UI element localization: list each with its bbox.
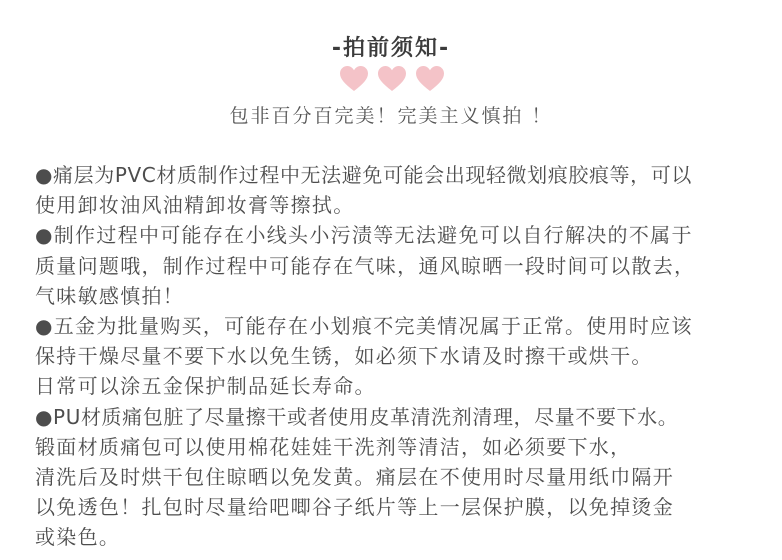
note-line: 使用卸妆油风油精卸妆膏等擦拭。 [35, 193, 355, 218]
note-line: ●制作过程中可能存在小线头小污渍等无法避免可以自行解决的不属于 [35, 223, 693, 248]
note-line: ●痛层为PVC材质制作过程中无法避免可能会出现轻微划痕胶痕等，可以 [35, 163, 692, 187]
note-line: 气味敏感慎拍！ [35, 283, 185, 308]
heart-icon [378, 66, 406, 92]
page-title: -拍前须知- [331, 36, 451, 61]
hearts-decoration [340, 66, 444, 94]
heart-icon [340, 66, 368, 92]
note-line: 以免透色！扎包时尽量给吧唧谷子纸片等上一层保护膜，以免掉烫金 [35, 495, 674, 520]
note-line: ●PU材质痛包脏了尽量擦干或者使用皮革清洗剂清理，尽量不要下水。 [35, 404, 679, 429]
note-line: 或染色。 [35, 525, 121, 550]
note-line: ●五金为批量购买，可能存在小划痕不完美情况属于正常。使用时应该 [35, 313, 693, 338]
note-line: 质量问题哦，制作过程中可能存在气味，通风晾晒一段时间可以散去， [35, 253, 696, 278]
note-line: 保持干燥尽量不要下水以免生锈，如必须下水请及时擦干或烘干。 [35, 344, 653, 369]
heart-icon [416, 66, 444, 92]
note-line: 日常可以涂五金保护制品延长寿命。 [35, 374, 376, 399]
note-line: 锻面材质痛包可以使用棉花娃娃干洗剂等清洁，如必须要下水， [35, 434, 632, 459]
notes-body [35, 160, 780, 552]
page-subtitle: 包非百分百完美！完美主义慎拍 ！ [229, 105, 553, 127]
note-line: 清洗后及时烘干包住晾晒以免发黄。痛层在不使用时尽量用纸巾隔开 [35, 464, 674, 489]
